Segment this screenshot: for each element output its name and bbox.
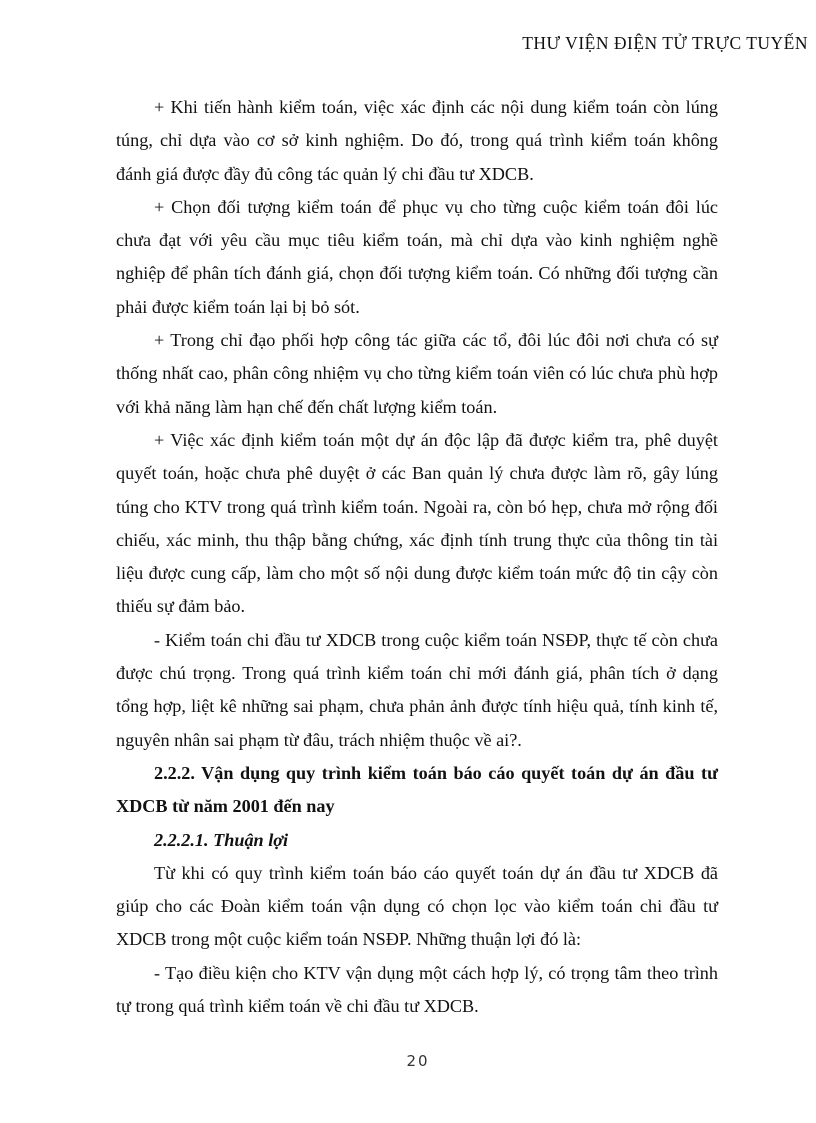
paragraph: + Chọn đối tượng kiểm toán để phục vụ cho từng cuộc kiểm toán đôi lúc chưa đạt với yêu cầu mục tiêu kiểm toán, mà chỉ dựa vào kinh nghiệm nghề nghiệp để phân tích đánh giá, chọn đối tượng kiểm toán. Có những đối tượng cần phải được kiểm toán lại bị bỏ sót.: [116, 196, 718, 317]
paragraph: - Kiểm toán chi đầu tư XDCB trong cuộc kiểm toán NSĐP, thực tế còn chưa được chú trọng. Trong quá trình kiểm toán chỉ mới đánh giá, phân tích ở dạng tổng hợp, liệt kê những sai phạm, chưa phản ảnh được tính hiệu quả, tính kinh tế, nguyên nhân sai phạm từ đâu, trách nhiệm thuộc về ai?.: [116, 629, 718, 750]
paragraph: Từ khi có quy trình kiểm toán báo cáo quyết toán dự án đầu tư XDCB đã giúp cho các Đoàn kiểm toán vận dụng có chọn lọc vào kiểm toán chi đầu tư XDCB trong một cuộc kiểm toán NSĐP. Những thuận lợi đó là:: [116, 862, 718, 950]
section-heading: 2.2.2. Vận dụng quy trình kiểm toán báo cáo quyết toán dự án đầu tư XDCB từ năm 2001 đến nay: [116, 762, 718, 817]
paragraph: + Việc xác định kiểm toán một dự án độc lập đã được kiểm tra, phê duyệt quyết toán, hoặc chưa phê duyệt ở các Ban quản lý chưa được làm rõ, gây lúng túng cho KTV trong quá trình kiểm toán. Ngoài ra, còn bó hẹp, chưa mở rộng đối chiếu, xác minh, thu thập bằng chứng, xác định tính trung thực của thông tin tài liệu được cung cấp, làm cho một số nội dung được kiểm toán mức độ tin cậy còn thiếu sự đảm bảo.: [116, 429, 718, 617]
page-number: 20: [406, 1052, 430, 1070]
page-header: THƯ VIỆN ĐIỆN TỬ TRỰC TUYẾN: [522, 33, 808, 53]
paragraph: + Khi tiến hành kiểm toán, việc xác định các nội dung kiểm toán còn lúng túng, chỉ dựa vào cơ sở kinh nghiệm. Do đó, trong quá trình kiểm toán không đánh giá được đầy đủ công tác quản lý chi đầu tư XDCB.: [116, 97, 718, 184]
paragraph: - Tạo điều kiện cho KTV vận dụng một cách hợp lý, có trọng tâm theo trình tự trong quá trình kiểm toán về chi đầu tư XDCB.: [116, 962, 718, 1017]
paragraph: + Trong chỉ đạo phối hợp công tác giữa các tổ, đôi lúc đôi nơi chưa có sự thống nhất cao, phân công nhiệm vụ cho từng kiểm toán viên có lúc chưa phù hợp với khả năng làm hạn chế đến chất lượng kiểm toán.: [116, 330, 718, 417]
subsection-heading: 2.2.2.1. Thuận lợi: [154, 829, 289, 850]
document-body: [116, 91, 718, 1023]
